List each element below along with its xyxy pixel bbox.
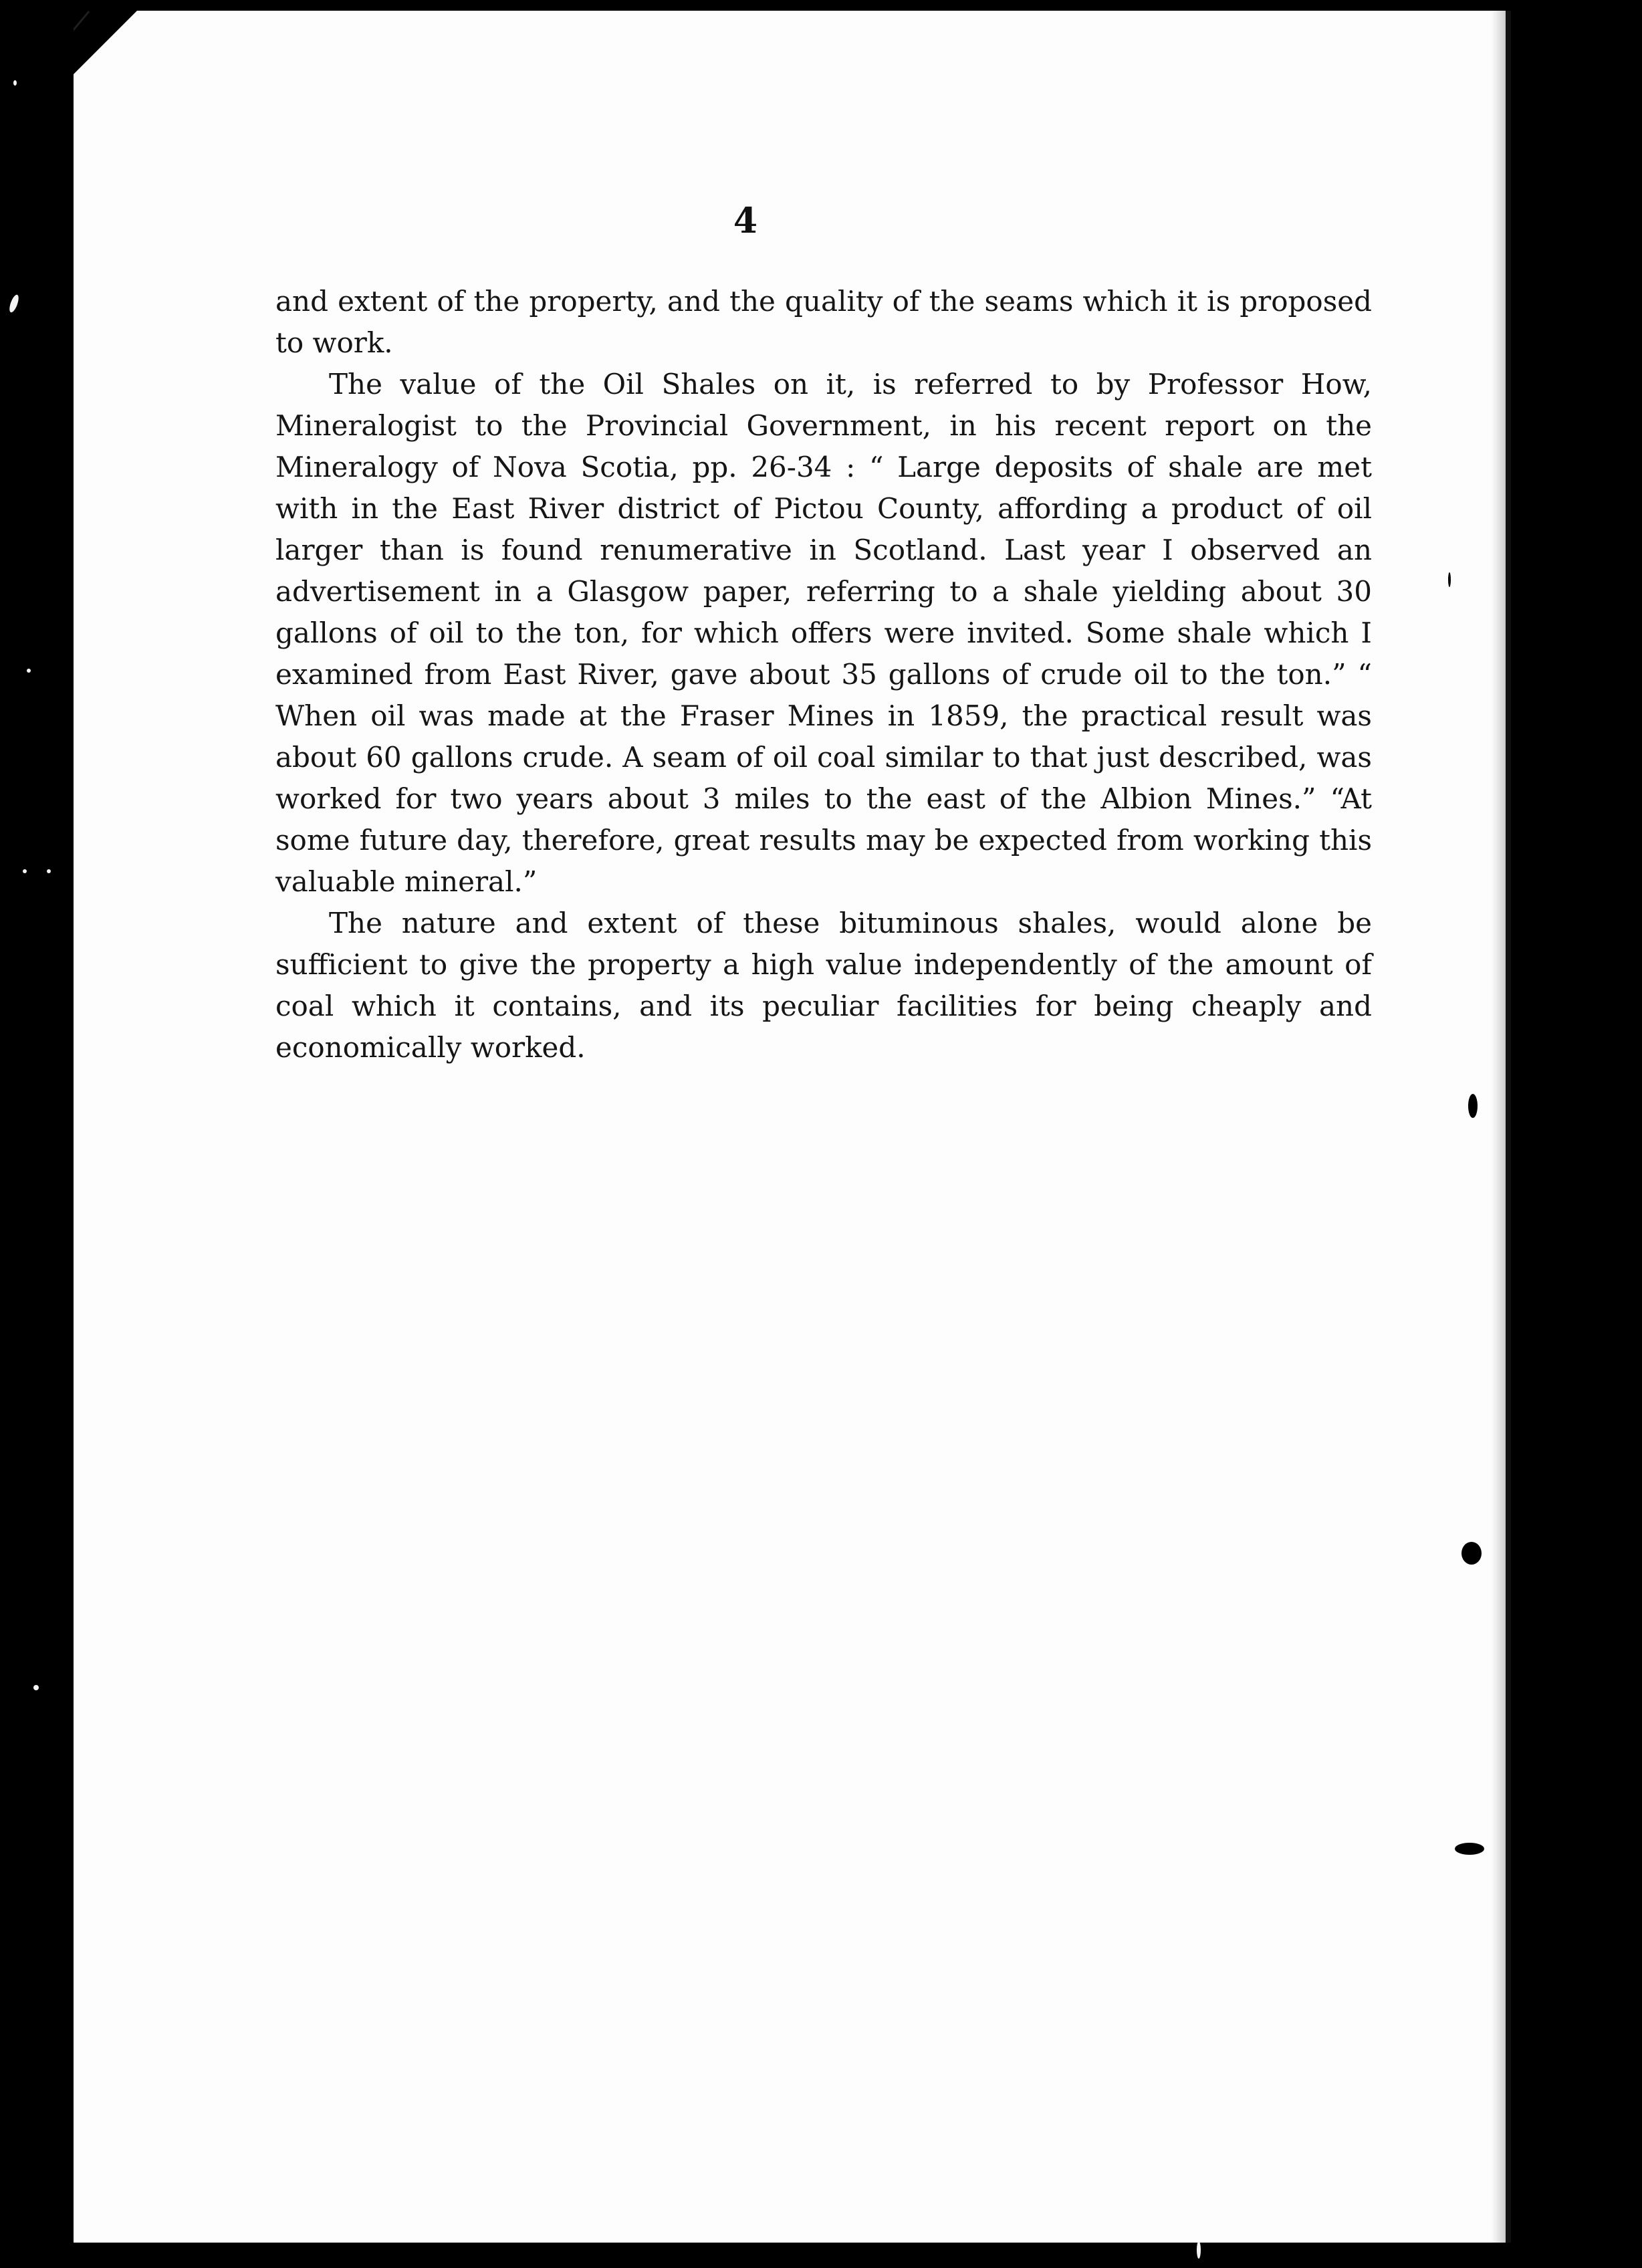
scan-speck — [8, 294, 21, 314]
page-number: 4 — [733, 201, 758, 241]
scan-speck — [23, 869, 27, 873]
scan-speck — [47, 869, 51, 873]
scan-blot — [1448, 572, 1451, 587]
body-text — [275, 281, 1372, 1068]
scan-speck — [33, 1685, 39, 1690]
page-edge-line — [1506, 11, 1511, 2243]
scan-blot — [1468, 1094, 1478, 1118]
scan-blot — [1455, 1843, 1484, 1855]
scan-speck — [13, 80, 17, 86]
scan-speck — [27, 669, 31, 673]
paragraph: The nature and extent of these bituminous shales, would alone be sufficient to give the property a high value independently of the amount of coal which it contains, and its peculiar facilities for being cheaply and economically worked. — [275, 907, 1372, 1064]
scan-speck — [1197, 2241, 1201, 2259]
paragraph: The value of the Oil Shales on it, is referred to by Professor How, Mineralogist to the Provincial Government, in his recent report on the Mineralogy of Nova Scotia, pp. 26-34 : “ Large deposits of shale are met with in the East River district of Pictou County, affording a product of oil larger than is found renumerative in Scotland. Last year I observed an advertisement in a Glasgow paper, referring to a shale yielding about 30 gallons of oil to the ton, for which offers were invited. Some shale which I examined from East River, gave about 35 gallons of crude oil to the ton.” “ When oil was made at the Fraser Mines in 1859, the practical result was about 60 gallons crude. A seam of oil coal similar to that just described, was worked for two years about 3 miles to the east of the Albion Mines.” “At some future day, therefore, great results may be expected from working this valuable mineral.” — [275, 368, 1372, 898]
scan-blot — [1461, 1542, 1482, 1565]
paragraph: and extent of the property, and the quality of the seams which it is proposed to work. — [275, 285, 1372, 359]
